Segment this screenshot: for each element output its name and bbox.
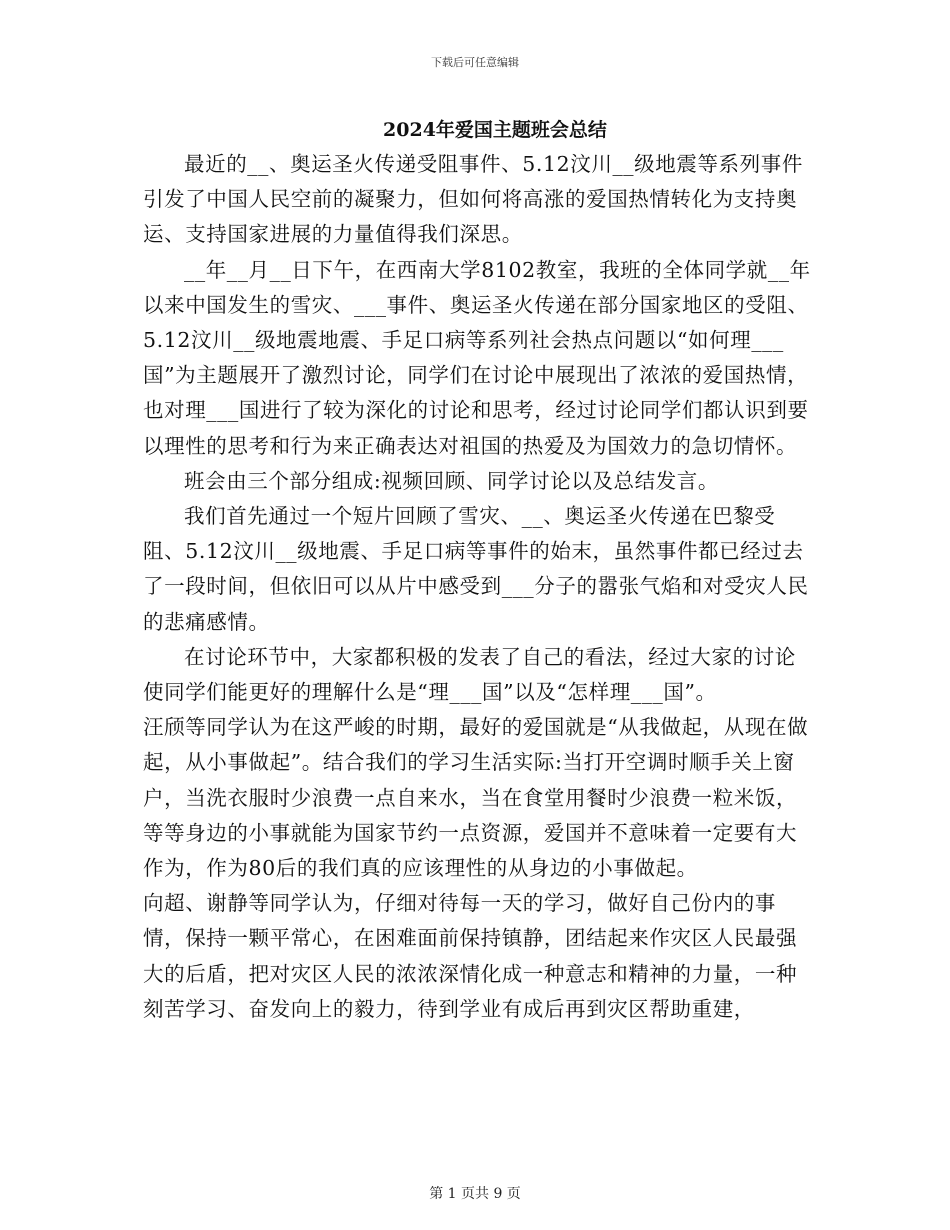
page-number: 第 1 页共 9 页 [429, 1186, 521, 1202]
paragraph-intro: 最近的__、奥运圣火传递受阻事件、5.12汶川__级地震等系列事件引发了中国人民空前的凝聚力，但如何将高涨的爱国热情转化为支持奥运、支持国家进展的力量值得我们深思。 [143, 152, 803, 247]
paragraph-discussion: 在讨论环节中，大家都积极的发表了自己的看法，经过大家的讨论使同学们能更好的理解什么是“理___国”以及“怎样理___国”。 [143, 644, 796, 705]
document-title: 2024年爱国主题班会总结 [383, 119, 607, 141]
paragraph-xiang-chao-view: 向超、谢静等同学认为，仔细对待每一天的学习，做好自己份内的事情，保持一颗平常心，在困难面前保持镇静，团结起来作灾区人民最强大的后盾，把对灾区人民的浓浓深情化成一种意志和精神的力量，一种刻苦学习、奋发向上的毅力，待到学业有成后再到灾区帮助重建， [143, 891, 798, 1021]
paragraph-meeting-structure: 班会由三个部分组成:视频回顾、同学讨论以及总结发言。 [184, 468, 720, 493]
page-header-note: 下载后可任意编辑 [431, 56, 519, 69]
paragraph-meeting-details: __年__月__日下午，在西南大学8102教室，我班的全体同学就__年以来中国发生的雪灾、___事件、奥运圣火传递在部分国家地区的受阻、5.12汶川__级地震地震、手足口病等系列社会热点问题以“如何理___国”为主题展开了激烈讨论，同学们在讨论中展现出了浓浓的爱国热情，也对理___国进行了较为深化的讨论和思考，经过讨论同学们都认识到要以理性的思考和行为来正确表达对祖国的热爱及为国效力的急切情怀。 [143, 257, 811, 458]
document-body [143, 147, 815, 1027]
paragraph-video-review: 我们首先通过一个短片回顾了雪灾、__、奥运圣火传递在巴黎受阻、5.12汶川__级地震、手足口病等事件的始末，虽然事件都已经过去了一段时间，但依旧可以从片中感受到___分子的嚣张气焰和对受灾人民的悲痛感情。 [143, 504, 809, 634]
paragraph-wang-qi-view: 汪颀等同学认为在这严峻的时期，最好的爱国就是“从我做起，从现在做起，从小事做起”。结合我们的学习生活实际:当打开空调时顺手关上窗户，当洗衣服时少浪费一点自来水，当在食堂用餐时少浪费一粒米饭，等等身边的小事就能为国家节约一点资源，爱国并不意味着一定要有大作为，作为80后的我们真的应该理性的从身边的小事做起。 [143, 715, 809, 881]
